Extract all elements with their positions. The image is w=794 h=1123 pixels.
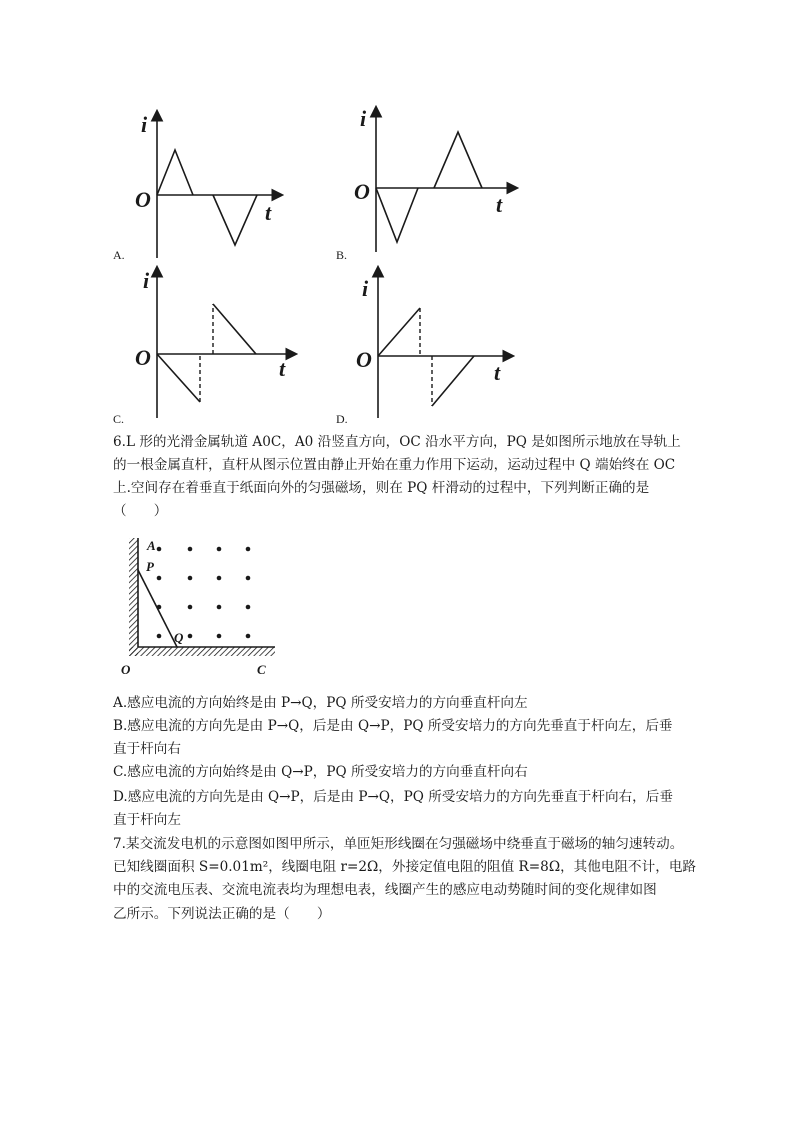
- label-A: A: [147, 538, 156, 553]
- q6-option-b: B.感应电流的方向先是由 P→Q，后是由 Q→P，PQ 所受安培力的方向先垂直于杆向左，后垂: [113, 718, 673, 734]
- q6-stem-line: 的一根金属直杆，直杆从图示位置由静止开始在重力作用下运动，运动过程中 Q 端始终在 OC: [113, 457, 676, 473]
- t-axis-label: t: [496, 192, 503, 217]
- origin-label: O: [135, 345, 151, 370]
- current-curve: [213, 195, 257, 245]
- q6-stem-line: （ ）: [113, 503, 168, 519]
- option-label: C.: [113, 412, 125, 426]
- option-label: B.: [336, 248, 348, 262]
- graph-b: [336, 100, 526, 260]
- origin-label: O: [135, 187, 151, 212]
- origin-label: O: [354, 179, 370, 204]
- q6-option-d: D.感应电流的方向先是由 Q→P，后是由 P→Q，PQ 所受安培力的方向先垂直于杆向右，后垂: [113, 789, 673, 805]
- q6-option-d-cont: 直于杆向左: [113, 812, 181, 828]
- q7-stem-line: 中的交流电压表、交流电流表均为理想电表，线圈产生的感应电动势随时间的变化规律如图: [113, 882, 657, 898]
- i-axis-label: i: [141, 112, 148, 137]
- current-curve: [157, 354, 200, 402]
- q6-stem-line: 6.L 形的光滑金属轨道 A0C，A0 沿竖直方向，OC 沿水平方向，PQ 是如图所示地放在导轨上: [113, 434, 681, 450]
- vertical-rail-hatch: [129, 538, 138, 656]
- q6-option-c: C.感应电流的方向始终是由 Q→P，PQ 所受安培力的方向垂直杆向右: [113, 764, 528, 780]
- label-P: P: [146, 559, 154, 574]
- q6-option-b-cont: 直于杆向右: [113, 741, 181, 757]
- q7-stem-line: 乙所示。下列说法正确的是（ ）: [113, 906, 331, 922]
- i-axis-label: i: [360, 106, 367, 131]
- label-O: O: [121, 662, 131, 677]
- q6-option-a: A.感应电流的方向始终是由 P→Q，PQ 所受安培力的方向垂直杆向左: [113, 695, 528, 711]
- magnetic-field-dots: [157, 547, 251, 639]
- current-curve: [157, 150, 193, 195]
- t-axis-label: t: [265, 200, 272, 225]
- label-C: C: [257, 662, 266, 677]
- option-label: D.: [336, 412, 348, 426]
- label-Q: Q: [174, 630, 184, 645]
- current-curve: [213, 304, 256, 354]
- graph-c: [113, 262, 303, 422]
- t-axis-label: t: [279, 356, 286, 381]
- q7-stem-line: 已知线圈面积 S=0.01m²，线圈电阻 r=2Ω，外接定值电阻的阻值 R=8Ω，其他电阻不计，电路: [113, 859, 697, 875]
- q7-stem-line: 7.某交流发电机的示意图如图甲所示，单匝矩形线圈在匀强磁场中绕垂直于磁场的轴匀速转动。: [113, 836, 684, 852]
- current-curve: [378, 308, 420, 356]
- option-label: A.: [113, 248, 125, 262]
- t-axis-label: t: [494, 360, 501, 385]
- horizontal-rail-hatch: [129, 647, 275, 656]
- graph-a: [113, 100, 283, 260]
- i-axis-label: i: [362, 276, 369, 301]
- current-curve: [376, 188, 418, 242]
- rail-figure: [115, 534, 280, 680]
- current-curve: [434, 132, 482, 188]
- q6-stem-line: 上.空间存在着垂直于纸面向外的匀强磁场，则在 PQ 杆滑动的过程中，下列判断正确的是: [113, 480, 650, 496]
- i-axis-label: i: [143, 268, 150, 293]
- origin-label: O: [356, 347, 372, 372]
- graph-d: [336, 262, 526, 422]
- current-curve: [432, 356, 474, 406]
